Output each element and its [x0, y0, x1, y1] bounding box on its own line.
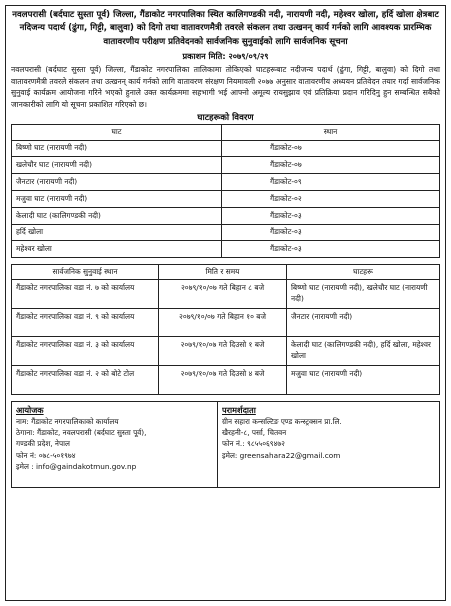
ghat-location: गैंडाकोट-०७ — [222, 157, 440, 174]
hearing-venue: गैंडाकोट नगरपालिका वडा नं. ९ को कार्यालय — [12, 308, 159, 337]
publication-date: प्रकाशन मिति: २०७९/०९/२९ — [182, 51, 269, 62]
hearing-ghats: जैनटार (नारायणी नदी) — [287, 308, 440, 337]
location-column-header: स्थान — [222, 124, 440, 140]
table-row — [12, 280, 440, 309]
ghat-name: मजुवा घाट (नारायणी नदी) — [12, 190, 222, 207]
hearing-venue: गैंडाकोट नगरपालिका वडा नं. २ को बोटे टोल — [12, 365, 159, 394]
consultant-phone: फोन नं.: ९८५५०६९४७२ — [222, 439, 285, 449]
table-row — [12, 157, 440, 174]
table-row — [12, 207, 440, 224]
hearing-ghats: बिष्णो घाट (नारायणी नदी), खलेचौर घाट (नारायणी नदी) — [287, 280, 440, 309]
contact-table — [11, 401, 440, 488]
hearing-datetime: २०७९/१०/०७ गते दिउसो ४ बजे — [159, 365, 287, 394]
organizer-address: ठेगाना: गैंडाकोट, नवलपरासी (बर्दघाट सुस्ता पूर्व), — [16, 427, 147, 437]
ghats-column-header: घाटहरू — [287, 265, 440, 280]
consultant-name: ग्रीन सहारा कन्सल्टिङ एण्ड कन्स्ट्रक्सन प्रा.लि. — [222, 416, 342, 426]
ghat-name: बिष्णो घाट (नारायणी नदी) — [12, 140, 222, 157]
ghat-column-header: घाट — [12, 124, 222, 140]
consultant-block — [218, 401, 440, 487]
hearing-venue: गैंडाकोट नगरपालिका वडा नं. ३ को कार्यालय — [12, 337, 159, 366]
ghat-location: गैंडाकोट-०९ — [222, 174, 440, 191]
organizer-address-province: गण्डकी प्रदेश, नेपाल — [16, 439, 70, 449]
ghat-name: खलेचौर घाट (नारायणी नदी) — [12, 157, 222, 174]
consultant-heading: परामर्शदाता — [222, 404, 256, 415]
ghat-location: गैंडाकोट-०३ — [222, 207, 440, 224]
ghat-table-header — [12, 124, 440, 140]
organizer-phone: फोन नं: ०७८-५०१९७४ — [16, 450, 76, 460]
ghat-name: महेश्वर खोला — [12, 241, 222, 258]
datetime-column-header: मिति र समय — [159, 265, 287, 280]
hearing-ghats: मजुवा घाट (नारायणी नदी) — [287, 365, 440, 394]
ghat-location: गैंडाकोट-०३ — [222, 224, 440, 241]
table-row — [12, 365, 440, 394]
organizer-email[interactable]: इमेल : info@gaindakotmun.gov.np — [16, 462, 137, 472]
hearing-venue: गैंडाकोट नगरपालिका वडा नं. ७ को कार्यालय — [12, 280, 159, 309]
hearing-table — [11, 264, 440, 394]
hearing-datetime: २०७९/१०/०७ गते दिउसो १ बजे — [159, 337, 287, 366]
ghat-name: हर्दि खोला — [12, 224, 222, 241]
ghat-section-title: घाटहरूको विवरण — [197, 112, 254, 123]
ghat-name: जैनटार (नारायणी नदी) — [12, 174, 222, 191]
consultant-email[interactable]: इमेल: greensahara22@gmail.com — [222, 450, 341, 460]
ghat-location: गैंडाकोट-०७ — [222, 140, 440, 157]
table-row — [12, 224, 440, 241]
table-row — [12, 308, 440, 337]
hearing-datetime: २०७९/१०/०७ गते बिहान १० बजे — [159, 308, 287, 337]
ghat-name: केलादी घाट (कालिगण्डकी नदी) — [12, 207, 222, 224]
table-row — [12, 337, 440, 366]
public-notice — [5, 5, 446, 601]
organizer-name: नाम: गैंडाकोट नगरपालिकाको कार्यालय — [16, 416, 119, 426]
ghat-location: गैंडाकोट-०३ — [222, 241, 440, 258]
table-row — [12, 190, 440, 207]
table-row — [12, 241, 440, 258]
ghat-table — [11, 124, 440, 259]
table-row — [12, 140, 440, 157]
organizer-block — [12, 401, 218, 487]
organizer-heading: आयोजक — [16, 404, 44, 415]
consultant-address: खैरहनी-८, पर्सा, चितवन — [222, 427, 287, 437]
venue-column-header: सार्वजनिक सुनुवाई स्थान — [12, 265, 159, 280]
table-row — [12, 174, 440, 191]
notice-headline: नवलपरासी (बर्दघाट सुस्ता पूर्व) जिल्ला, गैंडाकोट नगरपालिका स्थित कालिगण्डकी नदी, नारायणी नदी, महेश्वर खोला, हर्दि खोला क्षेत्रबाट नदिजन्य पदार्थ (ढुंगा, गिट्टी, बालुवा) को दिगो तथा वातावरणमैत्री तवरले संकलन तथा उत्खनन् कार्य गर्नको लागि आवश्यक प्रारम्भिक वातावरणीय परीक्षण प्रतिवेदनको सार्वजनिक सुनुवाईको लागि सार्वजनिक सूचना — [12, 10, 439, 47]
ghat-location: गैंडाकोट-०२ — [222, 190, 440, 207]
hearing-ghats: केलादी घाट (कालिगण्डकी नदी), हर्दि खोला, महेश्वर खोला — [287, 337, 440, 366]
hearing-datetime: २०७९/१०/०७ गते बिहान ८ बजे — [159, 280, 287, 309]
hearing-table-header — [12, 265, 440, 280]
notice-intro: नवलपरासी (बर्दघाट सुस्ता पूर्व) जिल्ला, गैंडाकोट नगरपालिका तालिकामा तोकिएको घाटहरूबाट नदीजन्य पदार्थ (ढुंगा, गिट्टी, बालुवा) को दिगो तथा वातावरणमैत्री तवरले संकलन तथा उत्खनन् कार्य गर्नको लागि वातावरण संरक्षण नियमावली २०७७ अनुसार वातावरणीय अध्ययन प्रतिवेदन तयार गर्दा सार्वजनिक सुनुवाई कार्यक्रम आयोजना गरिने भएको हुनाले उक्त कार्यक्रममा सहभागी भई आफ्नो अमूल्य रायसुझाव एवं प्रतिक्रिया प्रदान गरिदिनु हुन सम्बन्धित सबैको जानकारीको लागि यो सूचना प्रकाशित गरिएको छ। — [11, 65, 440, 109]
